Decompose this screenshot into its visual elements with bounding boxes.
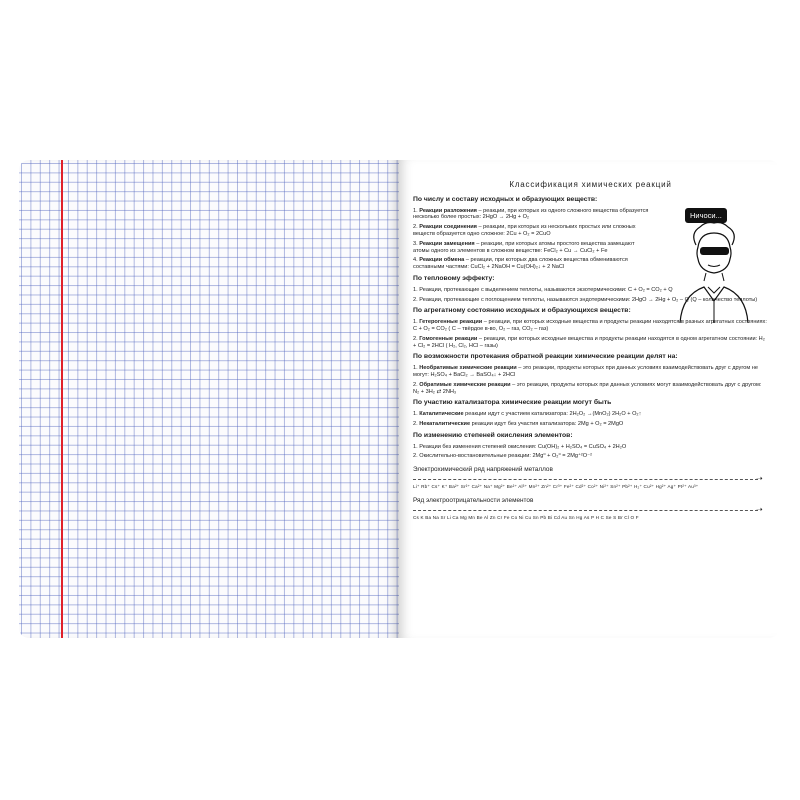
electronegativity-series-elements: Cs K Ba Na Sr Li Ca Mg Mn Be Al Zn Cr Fe Co Ni Cu Sn Pb Bi Cd Au Sn Hg As P H C Se S Br Cl O F	[413, 514, 639, 520]
reference-page	[399, 160, 779, 638]
reaction-item	[413, 444, 768, 451]
section-title: По участию катализатора химические реакции могут быть	[413, 399, 612, 407]
item-term: Гетерогенные реакции	[419, 319, 483, 326]
item-text: – реакции, при которых исходные вещества и продукты реакции находятся в разных агрегатных состояниях: C + O₂ = CO₂ ( C – твёрдое в-во, O₂ – газ, CO₂ – газ)	[413, 319, 767, 332]
item-text: – это реакции, продукты которых при данных условиях могут взаимодействовать друг с другом: N₂ + 3H₂ ⇄ 2NH₃	[413, 381, 762, 395]
item-text: – реакции, при которых из нескольких простых или сложных веществ образуется одно сложное: 2Cu + O₂ = 2CuO	[413, 224, 636, 237]
item-term: Каталитические	[419, 411, 464, 418]
section-title: По изменению степеней окисления элементов:	[413, 431, 573, 439]
metal-series-arrow: ➝	[413, 476, 768, 482]
section-title: По тепловому эффекту:	[413, 274, 495, 282]
metal-series	[413, 467, 768, 491]
electronegativity-series	[413, 498, 768, 522]
notebook-spread	[19, 160, 779, 638]
reaction-item	[413, 208, 650, 222]
item-number: 1.	[413, 286, 418, 293]
item-term: Необратимые химические реакции	[419, 365, 517, 372]
item-text: Реакции, протекающие с поглощением теплоты, называются эндотермическими: 2HgO → 2Hg + O₂ – Q (Q – количество теплоты)	[419, 296, 758, 303]
reaction-item	[413, 224, 650, 238]
item-text: – реакции, при которых два сложных вещества обмениваются составными частями: CuCl₂ + 2NaOH = Cu(OH)₂↓ + 2 NaCl	[413, 257, 628, 271]
item-text: Реакции без изменения степеней окисления: Cu(OH)₂ + H₂SO₄ = CuSO₄ + 2H₂O	[419, 443, 627, 450]
reaction-item	[413, 257, 650, 271]
item-number: 2.	[413, 224, 418, 231]
metal-series-title: Электрохимический ряд напряжений металлов	[413, 466, 553, 474]
electronegativity-series-arrow: ➝	[413, 507, 768, 513]
reaction-item	[413, 365, 768, 379]
item-number: 1.	[413, 319, 418, 326]
item-term: Реакции замещения	[419, 240, 475, 247]
reaction-item	[413, 336, 768, 350]
item-number: 1.	[413, 207, 418, 214]
reaction-item	[413, 421, 768, 428]
item-term: Гомогенные реакции	[419, 335, 478, 342]
item-number: 4.	[413, 257, 418, 264]
metal-series-elements: Li⁺ Rb⁺ Cs⁺ K⁺ Ba²⁺ Sr²⁺ Ca²⁺ Na⁺ Mg²⁺ Be²⁺ Al³⁺ Mn²⁺ Zn²⁺ Cr³⁺ Fe²⁺ Cd²⁺ Co²⁺ Ni²⁺ Sn²⁺ Pb²⁺ H₂⁺ Cu²⁺ Hg²⁺ Ag⁺ Pt²⁺ Au³⁺	[413, 483, 699, 489]
item-number: 2.	[413, 453, 418, 460]
item-term: Реакции обмена	[419, 257, 465, 264]
item-term: Обратимые химические реакции	[419, 381, 511, 388]
item-text: – реакции, при которых исходные вещества и продукты реакции находятся в одном агрегатном состоянии: H₂ + Cl₂ = 2HCl ( H₂, Cl₂, HCl – газы)	[413, 335, 765, 349]
item-number: 1.	[413, 411, 418, 418]
reaction-item	[413, 453, 768, 460]
section-title: По агрегатному состоянию исходных и образующихся веществ:	[413, 307, 631, 315]
item-number: 3.	[413, 240, 418, 247]
item-text: – это реакции, продукты которых при данных условиях взаимодействовать друг с другом не могут: H₂SO₄ + BaCl₂ → BaSO₄↓ + 2HCl	[413, 365, 758, 378]
item-number: 2.	[413, 420, 418, 427]
item-term: Реакции соединения	[419, 224, 477, 231]
item-number: 1.	[413, 365, 418, 372]
item-term: Реакции разложения	[419, 207, 477, 214]
speech-bubble: Ничоси...	[685, 208, 727, 223]
section-title: По возможности протекания обратной реакции химические реакции делят на:	[413, 353, 678, 361]
margin-line	[61, 160, 63, 638]
item-text: реакции идут с участием катализатора: 2H₂O₂ →(MnO₂) 2H₂O + O₂↑	[463, 411, 642, 418]
scientist-illustration	[672, 215, 757, 325]
electronegativity-series-title: Ряд электроотрицательности элементов	[413, 496, 534, 504]
item-number: 1.	[413, 443, 418, 450]
page-title: Классификация химических реакций	[509, 180, 672, 189]
grid-page	[19, 160, 399, 638]
item-number: 2.	[413, 296, 418, 303]
item-text: – реакции, при которых из одного сложного вещества образуется несколько более простых: 2HgO → 2Hg + O₂	[413, 207, 649, 221]
section-title: По числу и составу исходных и образующих веществ:	[413, 195, 598, 203]
item-term: Некаталитические	[419, 420, 471, 427]
reaction-item	[413, 411, 768, 418]
item-number: 2.	[413, 381, 418, 388]
reaction-item	[413, 241, 650, 255]
reaction-item	[413, 382, 768, 396]
item-text: – реакции, при которых атомы простого вещества замещают атомы одного из элементов в сложном веществе: FeCl₂ + Cu → CuCl₂ + Fe	[413, 240, 635, 254]
item-text: Реакции, протекающие с выделением теплоты, называются экзотермическими: C + O₂ = CO₂ + Q	[419, 286, 673, 293]
item-text: Окислительно-востановительные реакции: 2Mg⁰ + O₂⁰ = 2Mg⁺²O⁻²	[419, 453, 592, 460]
item-number: 2.	[413, 335, 418, 342]
item-text: реакции идут без участия катализатора: 2Mg + O₂ = 2MgO	[470, 420, 624, 427]
